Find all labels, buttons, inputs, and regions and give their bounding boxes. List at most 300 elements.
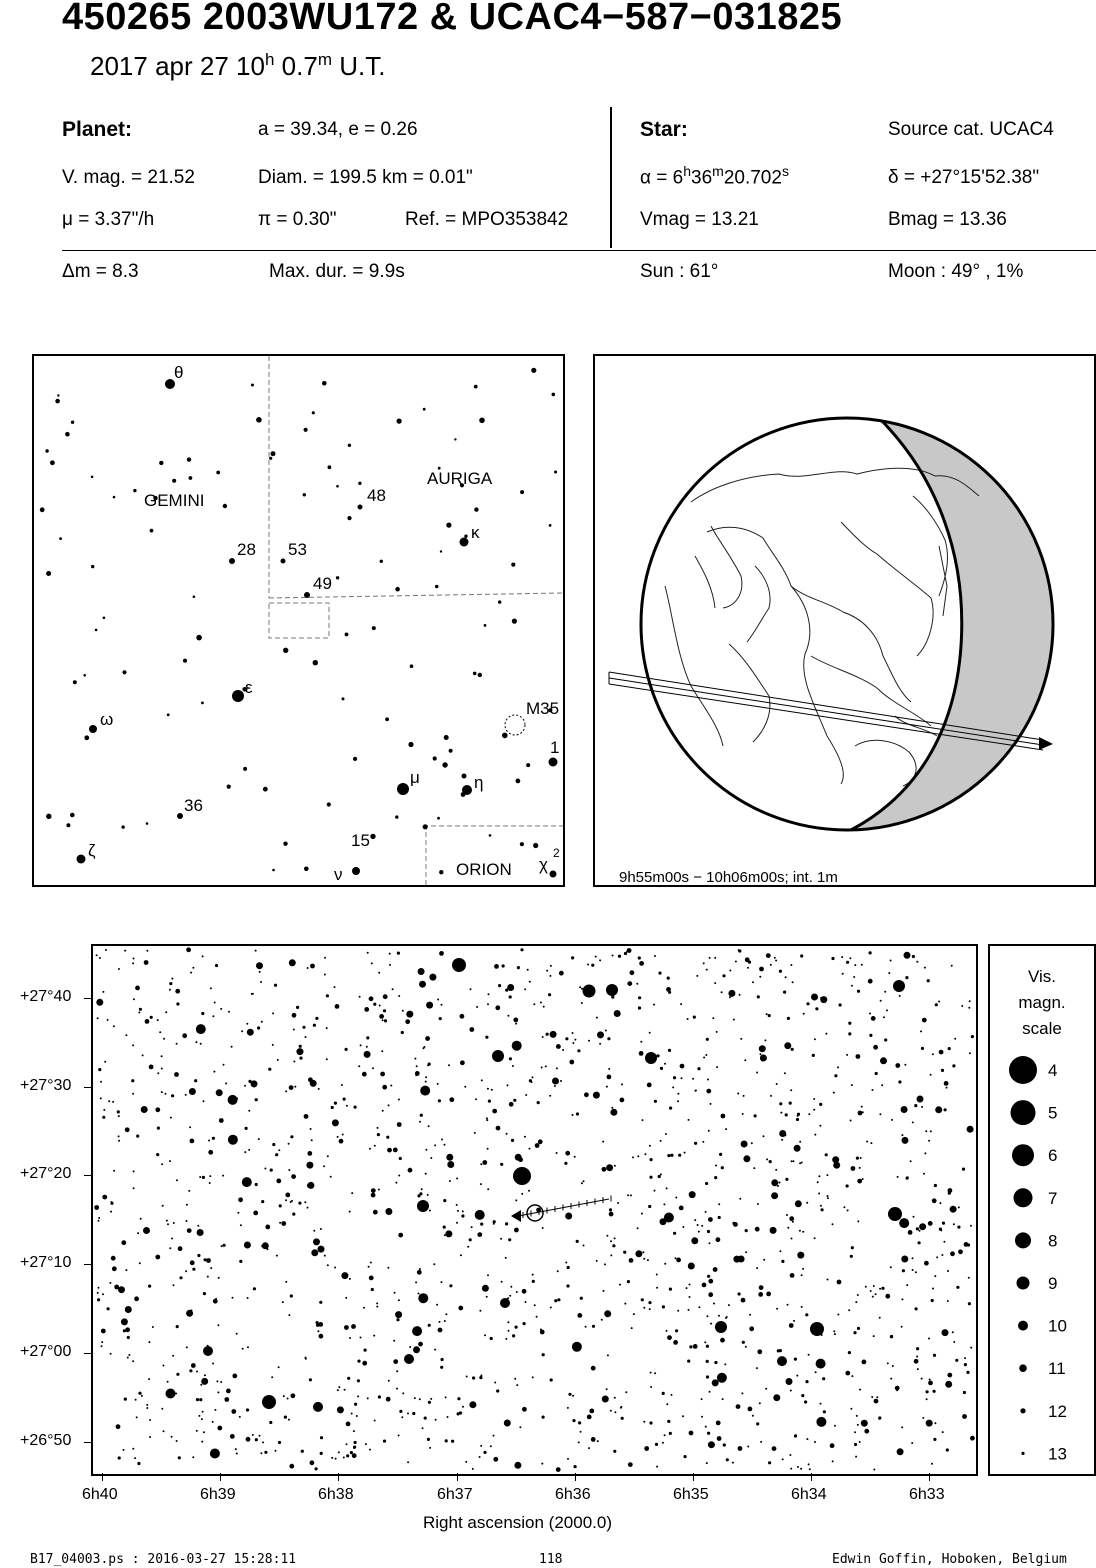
finder-star	[327, 802, 331, 806]
field-star	[971, 1035, 974, 1038]
field-star	[851, 1375, 853, 1377]
field-star	[775, 960, 777, 962]
field-star	[261, 1021, 263, 1023]
field-star	[947, 1373, 952, 1378]
field-star	[830, 1443, 835, 1448]
field-star	[293, 1061, 295, 1063]
field-star	[682, 1226, 684, 1228]
field-star	[612, 1244, 615, 1247]
field-star	[232, 1374, 237, 1379]
field-star	[398, 1099, 400, 1101]
field-star	[353, 1430, 355, 1432]
field-star	[764, 1039, 766, 1041]
field-star	[585, 1326, 587, 1328]
field-star	[441, 1358, 444, 1361]
field-star	[624, 1303, 626, 1305]
field-star	[902, 1269, 905, 1272]
field-star	[187, 1228, 192, 1233]
field-star	[293, 1029, 295, 1031]
field-star	[935, 1106, 942, 1113]
field-star	[189, 1126, 191, 1128]
field-star	[597, 1031, 604, 1038]
field-star	[112, 1266, 117, 1271]
field-star	[631, 1327, 633, 1329]
globe-panel	[593, 354, 1096, 887]
field-star	[773, 1394, 780, 1401]
field-star	[688, 1309, 690, 1311]
field-star	[738, 1446, 743, 1451]
field-star	[380, 1072, 385, 1077]
field-star	[480, 1183, 482, 1185]
field-star	[388, 1104, 390, 1106]
field-star	[244, 1151, 246, 1153]
field-star	[941, 1069, 944, 1072]
field-star	[567, 1266, 570, 1269]
field-star	[341, 1084, 343, 1086]
field-star	[157, 1072, 159, 1074]
field-star	[650, 1158, 653, 1161]
field-star	[498, 984, 501, 987]
finder-chart	[32, 354, 565, 887]
field-star	[536, 1316, 538, 1318]
field-star	[176, 1002, 179, 1005]
field-star	[255, 1438, 258, 1441]
field-star	[255, 1183, 258, 1186]
field-star	[869, 951, 872, 954]
field-star	[688, 1263, 695, 1270]
field-star	[718, 1216, 721, 1219]
field-star	[176, 1179, 178, 1181]
field-star	[968, 1277, 970, 1279]
field-star	[899, 1218, 909, 1228]
field-star	[926, 1390, 929, 1393]
field-star	[320, 1452, 323, 1455]
field-star	[784, 1072, 786, 1074]
finder-star	[271, 451, 276, 456]
field-star	[416, 1065, 418, 1067]
field-star	[678, 1154, 681, 1157]
field-star	[970, 1225, 972, 1227]
field-star	[522, 1289, 527, 1294]
field-star	[576, 1112, 579, 1115]
finder-star	[223, 504, 227, 508]
field-star	[611, 1107, 613, 1109]
field-star	[178, 1246, 183, 1251]
field-star	[898, 1080, 901, 1083]
field-star	[816, 1417, 826, 1427]
field-star	[341, 1410, 343, 1412]
field-star	[571, 956, 574, 959]
field-star	[199, 1398, 202, 1401]
field-star	[822, 1377, 825, 1380]
field-star	[439, 1321, 441, 1323]
field-star	[766, 1158, 768, 1160]
field-star	[515, 1154, 522, 1161]
field-star	[124, 1398, 127, 1401]
scale-dot	[1014, 1188, 1033, 1207]
field-star	[716, 1031, 718, 1033]
finder-svg	[34, 356, 563, 885]
field-star	[722, 1398, 724, 1400]
field-star	[514, 1462, 521, 1469]
field-star	[504, 1420, 511, 1427]
field-star	[133, 1170, 135, 1172]
field-star	[118, 1135, 120, 1137]
finder-star	[46, 814, 51, 819]
field-star	[677, 1093, 679, 1095]
field-star	[197, 1254, 200, 1257]
field-star	[488, 993, 490, 995]
field-star	[875, 1072, 878, 1075]
finder-star	[516, 779, 521, 784]
y-tick-label: +27°10	[20, 1254, 72, 1271]
field-star	[814, 1038, 816, 1040]
field-star	[564, 1162, 567, 1165]
field-star	[420, 1086, 430, 1096]
field-star	[656, 1274, 658, 1276]
field-star	[315, 1467, 318, 1470]
field-star	[430, 1398, 432, 1400]
field-star	[789, 1454, 791, 1456]
field-star	[595, 956, 597, 958]
field-star	[335, 1458, 337, 1460]
field-star	[161, 1163, 163, 1165]
field-star	[694, 1219, 696, 1221]
field-star	[236, 1097, 238, 1099]
finder-star	[433, 756, 437, 760]
field-star	[629, 1258, 634, 1263]
field-star	[827, 1195, 829, 1197]
field-star	[186, 947, 191, 952]
field-star	[132, 1044, 134, 1046]
field-star	[378, 1189, 380, 1191]
field-star	[618, 955, 621, 958]
finder-star	[303, 493, 306, 496]
field-star	[669, 1288, 672, 1291]
field-star	[272, 1044, 274, 1046]
field-star	[419, 981, 426, 988]
field-star	[476, 1006, 478, 1008]
field-star	[418, 1342, 423, 1347]
field-star	[398, 1175, 400, 1177]
field-star	[260, 981, 262, 983]
finder-star	[150, 529, 154, 533]
field-star	[487, 1274, 489, 1276]
field-star	[433, 1263, 435, 1265]
scale-mag-label: 6	[1048, 1146, 1058, 1166]
field-star	[927, 979, 930, 982]
field-star	[417, 1270, 422, 1275]
field-star	[525, 1301, 527, 1303]
field-star	[542, 1227, 544, 1229]
field-star	[457, 1397, 460, 1400]
field-star	[386, 1397, 391, 1402]
field-star	[259, 1435, 261, 1437]
field-star	[689, 1284, 691, 1286]
field-star	[343, 1098, 346, 1101]
field-star	[556, 1044, 561, 1049]
field-star	[449, 1284, 452, 1287]
field-star	[461, 1214, 464, 1217]
field-star	[721, 991, 723, 993]
field-star	[512, 1041, 522, 1051]
field-star	[500, 1238, 502, 1240]
bright-star	[583, 985, 596, 998]
field-star	[220, 1008, 222, 1010]
field-star	[794, 1145, 801, 1152]
footer-file: B17_04003.ps : 2016-03-27 15:28:11	[30, 1552, 297, 1567]
field-star	[521, 1193, 523, 1195]
field-star	[460, 1254, 462, 1256]
field-star	[134, 1296, 139, 1301]
field-star	[640, 1041, 642, 1043]
field-star	[258, 1138, 260, 1140]
field-star	[324, 957, 326, 959]
field-star	[394, 1292, 396, 1294]
field-star	[434, 1349, 436, 1351]
star-label-eta: η	[474, 773, 484, 792]
finder-star	[461, 792, 466, 797]
finder-star	[304, 592, 310, 598]
field-star	[443, 1199, 446, 1202]
star-ra-sec: 20.702	[723, 167, 782, 189]
y-tick	[84, 1353, 92, 1354]
field-star	[944, 1081, 949, 1086]
field-star	[797, 1113, 800, 1116]
field-star	[924, 967, 926, 969]
field-star	[745, 957, 750, 962]
field-star	[857, 1424, 859, 1426]
star-label-28: 28	[237, 540, 256, 559]
finder-star	[133, 489, 136, 492]
field-star	[415, 1281, 417, 1283]
field-star	[804, 1400, 807, 1403]
x-tick	[457, 1473, 458, 1481]
field-star	[412, 1412, 415, 1415]
field-star	[399, 1410, 402, 1413]
bright-star	[715, 1321, 727, 1333]
field-star	[212, 1015, 214, 1017]
field-star	[469, 1401, 476, 1408]
star-header: Star:	[640, 118, 688, 141]
field-star	[928, 1381, 933, 1386]
field-star	[722, 974, 725, 977]
field-star	[360, 1044, 362, 1046]
field-star	[288, 1314, 290, 1316]
field-star	[870, 1142, 872, 1144]
field-star	[451, 1440, 454, 1443]
field-star	[513, 1099, 516, 1102]
finder-star	[336, 485, 339, 488]
field-star	[843, 1206, 845, 1208]
field-star	[290, 1294, 293, 1297]
field-star	[397, 952, 400, 955]
field-star	[735, 961, 737, 963]
field-star	[808, 1463, 810, 1465]
finder-star	[50, 460, 55, 465]
field-star	[607, 1354, 609, 1356]
finder-star	[55, 399, 60, 404]
field-star	[791, 1160, 793, 1162]
field-star	[609, 1208, 612, 1211]
field-star	[641, 1298, 644, 1301]
field-star	[854, 1443, 857, 1446]
field-star	[811, 994, 818, 1001]
field-star	[371, 1188, 376, 1193]
field-star	[660, 1067, 663, 1070]
field-star	[604, 1263, 606, 1265]
finder-star	[462, 774, 467, 779]
field-star	[749, 1326, 754, 1331]
field-star	[232, 1297, 234, 1299]
field-star	[790, 964, 792, 966]
field-star	[837, 1314, 839, 1316]
target-path	[511, 1196, 611, 1223]
field-star	[217, 1391, 219, 1393]
field-star	[242, 1177, 252, 1187]
field-star	[737, 1093, 739, 1095]
field-star	[718, 1203, 720, 1205]
field-star	[931, 1299, 934, 1302]
field-star	[495, 1005, 500, 1010]
field-star	[901, 1326, 903, 1328]
field-star	[389, 953, 391, 955]
scale-mag-label: 7	[1048, 1188, 1058, 1208]
field-star	[705, 1211, 707, 1213]
field-star	[890, 960, 892, 962]
scale-mag-label: 5	[1048, 1103, 1058, 1123]
field-star	[706, 1345, 709, 1348]
field-star	[549, 1095, 551, 1097]
field-star	[610, 1240, 612, 1242]
finder-star	[172, 479, 176, 483]
field-star	[953, 1341, 955, 1343]
field-star	[487, 1003, 489, 1005]
field-star	[515, 1199, 517, 1201]
star-label-chi: χ	[539, 855, 548, 874]
field-star	[437, 999, 439, 1001]
field-star	[418, 1293, 420, 1295]
field-star	[512, 1065, 514, 1067]
field-star	[819, 1103, 822, 1106]
field-star	[438, 1328, 443, 1333]
field-star	[125, 1034, 127, 1036]
field-star	[244, 1242, 251, 1249]
field-star	[808, 1113, 810, 1115]
field-star	[294, 1086, 296, 1088]
finder-star	[353, 757, 357, 761]
field-star	[523, 1322, 526, 1325]
field-star	[437, 1083, 439, 1085]
field-star	[607, 1075, 612, 1080]
field-star	[540, 1002, 542, 1004]
field-star	[390, 1085, 392, 1087]
field-star	[917, 1368, 919, 1370]
field-star	[330, 1176, 332, 1178]
finder-star	[502, 733, 508, 739]
field-star	[215, 964, 218, 967]
field-star	[706, 1375, 709, 1378]
field-star	[871, 1396, 873, 1398]
star-label-49: 49	[313, 574, 332, 593]
field-star	[912, 1269, 914, 1271]
field-star	[777, 1356, 787, 1366]
field-star	[906, 1284, 908, 1286]
field-star	[715, 1165, 717, 1167]
planet-vmag: V. mag. = 21.52	[62, 167, 195, 188]
field-star	[305, 1036, 307, 1038]
field-star	[899, 995, 901, 997]
field-star	[861, 1420, 868, 1427]
field-star	[789, 1216, 794, 1221]
field-star	[874, 1399, 879, 1404]
field-star	[858, 1111, 863, 1116]
field-star	[494, 1382, 496, 1384]
field-star	[533, 1003, 535, 1005]
field-star	[176, 1043, 178, 1045]
field-star	[439, 1017, 442, 1020]
field-star	[799, 1162, 801, 1164]
star-ra-prefix: α = 6	[640, 167, 684, 189]
field-star	[833, 1092, 835, 1094]
field-star	[412, 1326, 422, 1336]
field-star	[236, 1333, 238, 1335]
field-star	[212, 1363, 214, 1365]
field-star	[407, 1461, 409, 1463]
field-star	[961, 1005, 963, 1007]
field-star	[510, 1286, 512, 1288]
star-ra-min: 36	[691, 167, 713, 189]
field-star	[344, 1325, 349, 1330]
field-star	[785, 976, 787, 978]
field-star	[542, 1353, 545, 1356]
field-star	[260, 1452, 262, 1454]
field-star	[592, 1325, 595, 1328]
field-star	[220, 1381, 222, 1383]
field-star	[166, 1220, 168, 1222]
field-star	[766, 1292, 771, 1297]
field-star	[169, 1247, 171, 1249]
field-star	[274, 984, 277, 987]
scale-dot	[1021, 1452, 1024, 1455]
field-star	[970, 1347, 972, 1349]
field-star	[276, 1179, 281, 1184]
finder-star	[395, 587, 400, 592]
field-star	[644, 1446, 649, 1451]
field-star	[610, 1254, 612, 1256]
field-star	[441, 1004, 443, 1006]
field-star	[467, 1246, 469, 1248]
field-star	[557, 1270, 559, 1272]
field-star	[614, 1010, 621, 1017]
field-star	[743, 1095, 745, 1097]
field-star	[815, 1007, 818, 1010]
field-star	[429, 1210, 431, 1212]
field-star	[362, 1072, 367, 1077]
field-star	[805, 1380, 808, 1383]
x-tick-label: 6h35	[673, 1486, 709, 1503]
field-star	[439, 951, 444, 956]
field-star	[760, 1053, 762, 1055]
field-star	[112, 1101, 114, 1103]
field-star	[676, 1258, 681, 1263]
field-star	[627, 1280, 630, 1283]
field-star	[741, 1141, 748, 1148]
field-star	[942, 1329, 949, 1336]
field-star	[337, 1406, 344, 1413]
field-star	[241, 1030, 243, 1032]
field-star	[337, 1136, 339, 1138]
